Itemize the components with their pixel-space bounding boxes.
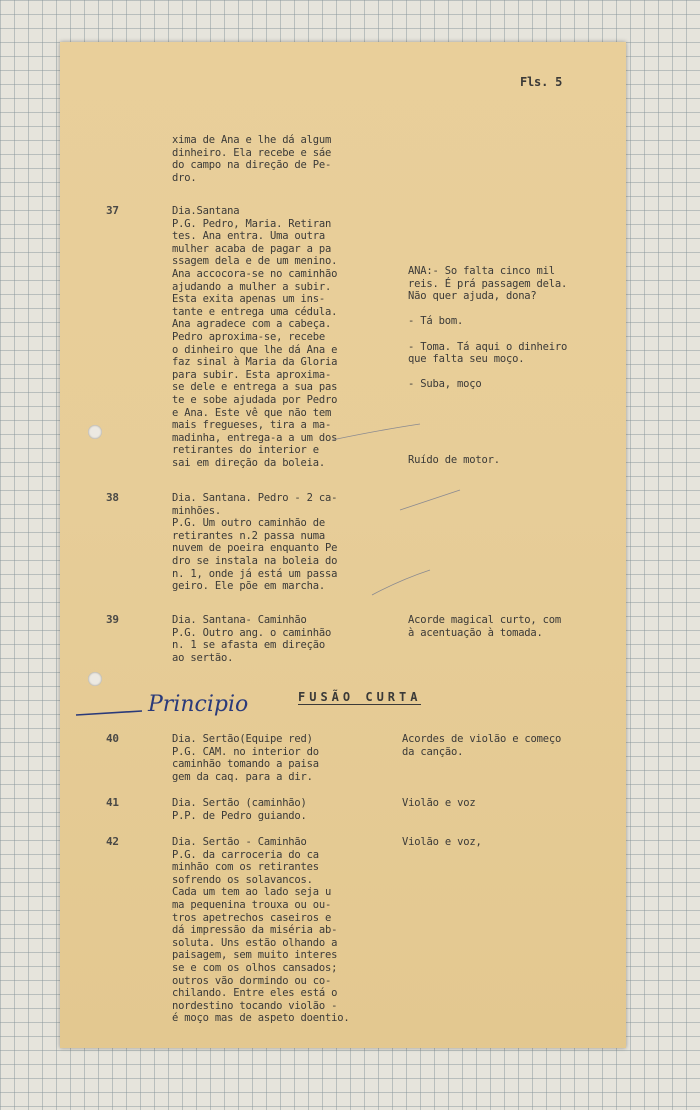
scene-audio: ANA:- So falta cinco mil reis. É prá passagem dela. Não quer ajuda, dona? - Tá bom. - Toma. Tá aqui o dinheiro que falta seu moço. - Suba, moço Ruído de motor. xyxy=(408,265,568,466)
scene-audio: Violão e voz xyxy=(402,797,476,809)
scene-action: Dia.Santana P.G. Pedro, Maria. Retiran tes. Ana entra. Uma outra mulher acaba de pagar a pa ssagem dela e de um menino. Ana accocora-se no caminhão ajudando a mulher a subir. Esta exita apenas um ins- tante e entrega uma cédula. Ana agradece com a cabeça. Pedro aproxima-se, recebe o dinheiro que lhe dá Ana e faz sinal à Maria da Gloria para subir. Esta aproxima- se dele e entrega a sua pas te e sobe ajudada por Pedro e Ana. Este vê que não tem mais fregueses, tira a ma- madinha, entrega-a a um dos retirantes do interior e sai em direção da boleia. xyxy=(172,205,338,469)
scene-number: 37 xyxy=(106,204,119,217)
scene-action: Dia. Sertão - Caminhão P.G. da carroceria do ca minhão com os retirantes sofrendo os solavancos. Cada um tem ao lado seja u ma pequenina trouxa ou ou- tros apetrechos caseiros e dá impressão da miséria ab- soluta. Uns estão olhando a paisagem, sem muito interes se e com os olhos cansados; outros vão dormindo ou co- chilando. Entre eles está o nordestino tocando violão - é moço mas de aspeto doentio. xyxy=(172,836,350,1025)
scene-action: Dia. Santana- Caminhão P.G. Outro ang. o caminhão n. 1 se afasta em direção ao sertão. xyxy=(172,614,332,664)
pencil-line xyxy=(400,490,460,510)
scene-number: 39 xyxy=(106,613,119,626)
scene-action: Dia. Sertão(Equipe red) P.G. CAM. no interior do caminhão tomando a paisa gem da caq. para a dir. xyxy=(172,733,319,783)
pencil-line xyxy=(332,424,420,440)
handwritten-arrow xyxy=(76,711,142,715)
scene-number: 41 xyxy=(106,796,119,809)
scene-audio: Violão e voz, xyxy=(402,836,482,848)
scene-action: Dia. Sertão (caminhão) P.P. de Pedro guiando. xyxy=(172,797,307,822)
scene-number: 38 xyxy=(106,491,119,504)
transition-text: FUSÃO CURTA xyxy=(298,690,422,704)
scene-number: 42 xyxy=(106,835,119,848)
intro-text: xima de Ana e lhe dá algum dinheiro. Ela recebe e sáe do campo na direção de Pe- dro. xyxy=(172,134,332,184)
scene-audio: Acorde magical curto, com à acentuação à tomada. xyxy=(408,614,562,639)
scene-number: 40 xyxy=(106,732,119,745)
scene-audio: Acordes de violão e começo da canção. xyxy=(402,733,562,758)
scene-action: Dia. Santana. Pedro - 2 ca- minhões. P.G. Um outro caminhão de retirantes n.2 passa numa nuvem de poeira enquanto Pe dro se instala na boleia do n. 1, onde já está um passa geiro. Ele põe em marcha. xyxy=(172,492,338,593)
page-label: Fls. 5 xyxy=(520,75,563,89)
pencil-line xyxy=(372,570,430,595)
handwritten-note: Principio xyxy=(148,692,249,717)
